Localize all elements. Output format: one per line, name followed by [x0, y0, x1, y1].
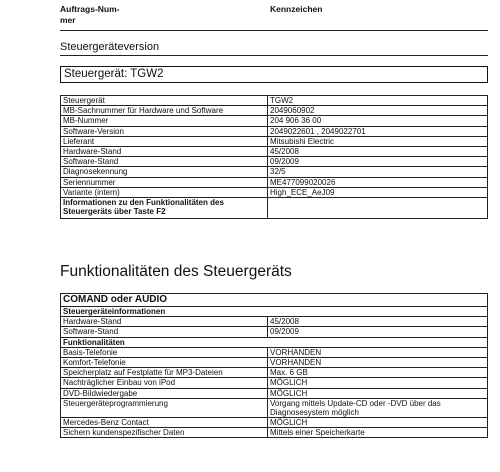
- table-row: [61, 357, 488, 367]
- ecu-title: Steuergerät: TGW2: [60, 66, 488, 83]
- table-row: [61, 96, 488, 106]
- row-label: Speicherplatz auf Festplatte für MP3-Dateien: [61, 368, 268, 378]
- row-value: Vorgang mittels Update-CD oder -DVD über das Diagnosesystem möglich: [268, 398, 488, 417]
- table-row: [61, 167, 488, 177]
- table-heading-row: [61, 337, 488, 347]
- table-row: [61, 177, 488, 187]
- row-value: [268, 197, 488, 218]
- row-value: MÖGLICH: [268, 417, 488, 427]
- row-label: DVD-Bildwiedergabe: [61, 388, 268, 398]
- table-row: [61, 317, 488, 327]
- row-value: 09/2009: [268, 327, 488, 337]
- row-label: Variante (intern): [61, 187, 268, 197]
- row-label: Nachträglicher Einbau von iPod: [61, 378, 268, 388]
- table-row: [61, 427, 488, 437]
- table-heading-row: [61, 307, 488, 317]
- row-label: Komfort-Telefonie: [61, 357, 268, 367]
- row-value: ME477099020026: [268, 177, 488, 187]
- table-row: [61, 417, 488, 427]
- row-value: Mitsubishi Electric: [268, 136, 488, 146]
- row-value: 32/5: [268, 167, 488, 177]
- ecu-table: [60, 95, 488, 219]
- row-label: Sichern kundenspezifischer Daten: [61, 427, 268, 437]
- table-row: [61, 347, 488, 357]
- license-plate-label: Kennzeichen: [270, 4, 323, 14]
- row-value: MÖGLICH: [268, 378, 488, 388]
- row-label: MB-Nummer: [61, 116, 268, 126]
- row-value: TGW2: [268, 96, 488, 106]
- info-f2-label: Informationen zu den Funktionalitäten des Steuergeräts über Taste F2: [61, 197, 268, 218]
- row-value: VORHANDEN: [268, 347, 488, 357]
- row-label: Basis-Telefonie: [61, 347, 268, 357]
- row-value: 2049022601 , 2049022701: [268, 126, 488, 136]
- info-heading: Steuergeräteinformationen: [61, 307, 488, 317]
- row-value: Max. 6 GB: [268, 368, 488, 378]
- row-label: Steuergeräteprogrammierung: [61, 398, 268, 417]
- row-label: Lieferant: [61, 136, 268, 146]
- order-number-label: Auftrags-Num- mer: [60, 4, 120, 25]
- divider: [60, 30, 488, 31]
- row-label: Steuergerät: [61, 96, 268, 106]
- row-label: Hardware-Stand: [61, 146, 268, 156]
- table-row: [61, 388, 488, 398]
- row-value: 09/2009: [268, 157, 488, 167]
- table-row: [61, 368, 488, 378]
- table-row: [61, 378, 488, 388]
- row-label: Software-Stand: [61, 157, 268, 167]
- table-row: [61, 126, 488, 136]
- table-row: [61, 106, 488, 116]
- function-table: [60, 293, 488, 438]
- row-label: Diagnosekennung: [61, 167, 268, 177]
- row-label: Software-Version: [61, 126, 268, 136]
- function-heading: Funktionalitäten: [61, 337, 488, 347]
- table-row: [61, 187, 488, 197]
- row-value: High_ECE_AeJ09: [268, 187, 488, 197]
- table-row: [61, 398, 488, 417]
- row-label: Software-Stand: [61, 327, 268, 337]
- section-title-functions: Funktionalitäten des Steuergeräts: [60, 263, 292, 280]
- row-label: MB-Sachnummer für Hardware und Software: [61, 106, 268, 116]
- row-label: Seriennummer: [61, 177, 268, 187]
- row-value: 2049060902: [268, 106, 488, 116]
- section-title-ecu-version: Steuergeräteversion: [60, 41, 160, 53]
- table-row: [61, 116, 488, 126]
- table-row: [61, 146, 488, 156]
- table-title-row: [61, 294, 488, 307]
- row-value: Mittels einer Speicherkarte: [268, 427, 488, 437]
- row-value: VORHANDEN: [268, 357, 488, 367]
- table-row: [61, 136, 488, 146]
- row-label: Mercedes-Benz Contact: [61, 417, 268, 427]
- table-row: [61, 157, 488, 167]
- row-value: 45/2008: [268, 146, 488, 156]
- row-value: 204 906 36 00: [268, 116, 488, 126]
- table-row: [61, 327, 488, 337]
- function-group-title: COMAND oder AUDIO: [61, 294, 488, 307]
- divider: [60, 55, 488, 56]
- row-label: Hardware-Stand: [61, 317, 268, 327]
- table-row: [61, 197, 488, 218]
- row-value: MÖGLICH: [268, 388, 488, 398]
- row-value: 45/2008: [268, 317, 488, 327]
